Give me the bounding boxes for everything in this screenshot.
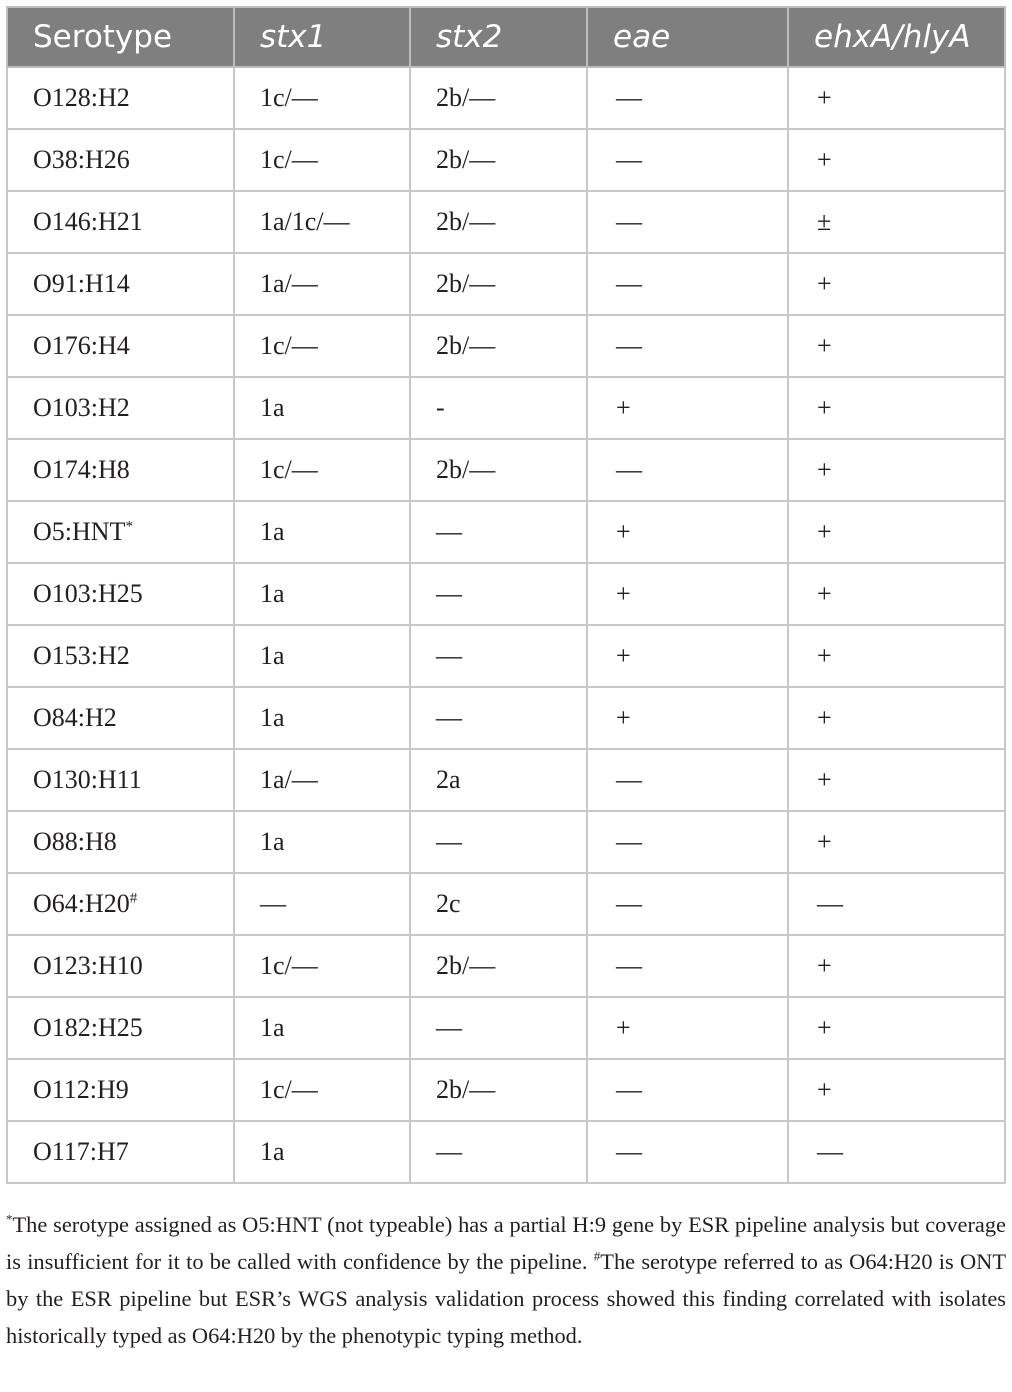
cell-serotype: O123:H10 (7, 935, 234, 997)
cell-serotype: O112:H9 (7, 1059, 234, 1121)
cell-stx2: 2b/— (410, 315, 587, 377)
cell-eae: + (587, 563, 788, 625)
cell-eae: — (587, 191, 788, 253)
cell-eae: + (587, 687, 788, 749)
cell-eae: — (587, 873, 788, 935)
cell-stx2: — (410, 563, 587, 625)
cell-stx1: 1a (234, 563, 410, 625)
cell-stx2: — (410, 997, 587, 1059)
header-ehxa-hlya: ehxA/hlyA (788, 7, 1005, 67)
cell-serotype: O128:H2 (7, 67, 234, 129)
cell-stx2: 2c (410, 873, 587, 935)
cell-serotype: O182:H25 (7, 997, 234, 1059)
cell-ehxa: + (788, 67, 1005, 129)
cell-stx2: 2a (410, 749, 587, 811)
cell-stx2: — (410, 625, 587, 687)
table-row (7, 315, 1005, 377)
cell-serotype: O174:H8 (7, 439, 234, 501)
cell-serotype: O103:H2 (7, 377, 234, 439)
cell-ehxa: ± (788, 191, 1005, 253)
cell-ehxa: + (788, 501, 1005, 563)
table-row (7, 1121, 1005, 1183)
table-row (7, 997, 1005, 1059)
cell-stx2: — (410, 501, 587, 563)
cell-stx1: 1a/— (234, 253, 410, 315)
cell-ehxa: + (788, 687, 1005, 749)
cell-stx1: 1c/— (234, 935, 410, 997)
table-row (7, 501, 1005, 563)
header-row (7, 7, 1005, 67)
cell-serotype: O88:H8 (7, 811, 234, 873)
footnote-text-1: The serotype assigned as O5:HNT (not typeable) has a partial H:9 gene by ESR pipeline analysis but coverage is insufficient for it to be called with confidence by the pipeline. (6, 1212, 1006, 1274)
cell-serotype: O146:H21 (7, 191, 234, 253)
cell-stx2: 2b/— (410, 1059, 587, 1121)
table-row (7, 687, 1005, 749)
cell-stx1: 1a (234, 1121, 410, 1183)
footnote-mark-asterisk: * (6, 1211, 13, 1227)
cell-stx1: — (234, 873, 410, 935)
cell-stx2: 2b/— (410, 935, 587, 997)
cell-stx2: 2b/— (410, 253, 587, 315)
cell-serotype: O176:H4 (7, 315, 234, 377)
cell-ehxa: + (788, 935, 1005, 997)
serotype-table (6, 6, 1006, 1184)
cell-stx1: 1c/— (234, 67, 410, 129)
table-row (7, 625, 1005, 687)
cell-eae: — (587, 1121, 788, 1183)
cell-eae: + (587, 997, 788, 1059)
header-stx2: stx2 (410, 7, 587, 67)
cell-eae: — (587, 439, 788, 501)
cell-stx1: 1a (234, 997, 410, 1059)
cell-ehxa: + (788, 129, 1005, 191)
cell-eae: — (587, 315, 788, 377)
cell-eae: — (587, 1059, 788, 1121)
cell-stx1: 1c/— (234, 129, 410, 191)
cell-stx2: — (410, 1121, 587, 1183)
cell-ehxa: + (788, 749, 1005, 811)
table-row (7, 253, 1005, 315)
cell-stx1: 1a (234, 625, 410, 687)
cell-ehxa: + (788, 439, 1005, 501)
cell-serotype: O117:H7 (7, 1121, 234, 1183)
table-row (7, 129, 1005, 191)
table-row (7, 873, 1005, 935)
cell-ehxa: + (788, 997, 1005, 1059)
cell-serotype: O38:H26 (7, 129, 234, 191)
cell-stx1: 1c/— (234, 439, 410, 501)
cell-ehxa: + (788, 563, 1005, 625)
cell-stx2: — (410, 687, 587, 749)
cell-stx1: 1a/1c/— (234, 191, 410, 253)
table-row (7, 563, 1005, 625)
table-footnote (6, 1206, 1006, 1354)
cell-serotype: O130:H11 (7, 749, 234, 811)
cell-stx1: 1a (234, 811, 410, 873)
cell-ehxa: + (788, 811, 1005, 873)
table-row (7, 377, 1005, 439)
table-body (7, 67, 1005, 1183)
table-row (7, 1059, 1005, 1121)
cell-eae: — (587, 749, 788, 811)
header-stx1: stx1 (234, 7, 410, 67)
cell-stx1: 1a/— (234, 749, 410, 811)
cell-stx1: 1a (234, 687, 410, 749)
cell-eae: + (587, 625, 788, 687)
cell-ehxa: + (788, 315, 1005, 377)
cell-ehxa: + (788, 377, 1005, 439)
cell-serotype: O84:H2 (7, 687, 234, 749)
cell-eae: + (587, 377, 788, 439)
cell-ehxa: — (788, 1121, 1005, 1183)
cell-ehxa: + (788, 253, 1005, 315)
table-row (7, 811, 1005, 873)
table-row (7, 439, 1005, 501)
table-row (7, 67, 1005, 129)
table-header (7, 7, 1005, 67)
table-row (7, 935, 1005, 997)
serotype-table-container (6, 6, 1004, 1184)
cell-eae: — (587, 935, 788, 997)
cell-serotype: O91:H14 (7, 253, 234, 315)
cell-stx2: 2b/— (410, 191, 587, 253)
cell-ehxa: + (788, 625, 1005, 687)
cell-eae: — (587, 129, 788, 191)
footnote-text-2: The serotype referred to as O64:H20 is ONT by the ESR pipeline but ESR’s WGS analysis validation process showed this finding correlated with isolates historically typed as O64:H20 by the phenotypic typing method. (6, 1249, 1006, 1348)
cell-eae: — (587, 811, 788, 873)
header-serotype: Serotype (7, 7, 234, 67)
cell-serotype: O103:H25 (7, 563, 234, 625)
cell-eae: + (587, 501, 788, 563)
cell-stx2: 2b/— (410, 67, 587, 129)
cell-stx1: 1a (234, 501, 410, 563)
cell-ehxa: — (788, 873, 1005, 935)
cell-eae: — (587, 67, 788, 129)
cell-stx2: - (410, 377, 587, 439)
cell-stx1: 1c/— (234, 315, 410, 377)
cell-serotype: O153:H2 (7, 625, 234, 687)
table-row (7, 749, 1005, 811)
cell-serotype: O5:HNT* (7, 501, 234, 563)
footnote-mark-hash: # (593, 1248, 601, 1264)
cell-stx2: 2b/— (410, 129, 587, 191)
cell-stx1: 1a (234, 377, 410, 439)
cell-ehxa: + (788, 1059, 1005, 1121)
cell-eae: — (587, 253, 788, 315)
header-eae: eae (587, 7, 788, 67)
cell-serotype: O64:H20# (7, 873, 234, 935)
table-row (7, 191, 1005, 253)
cell-stx1: 1c/— (234, 1059, 410, 1121)
cell-stx2: — (410, 811, 587, 873)
cell-stx2: 2b/— (410, 439, 587, 501)
